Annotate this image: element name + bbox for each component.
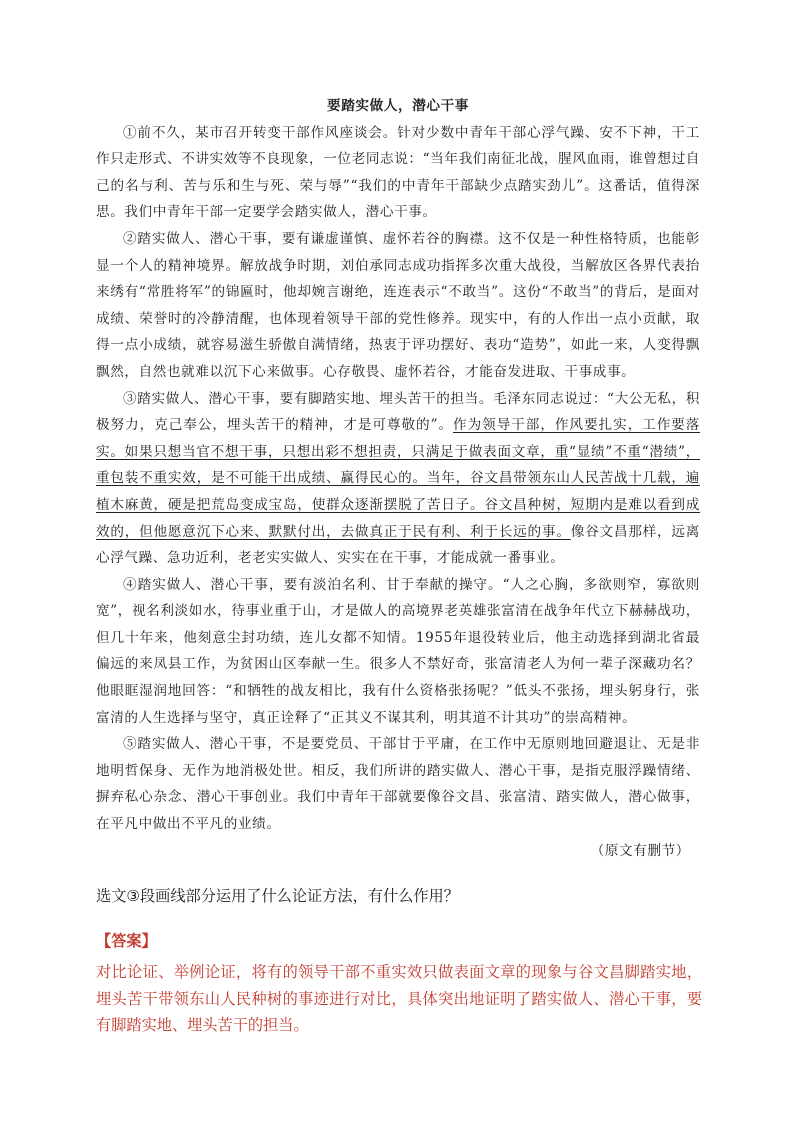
paragraph-5: ⑤踏实做人、潜心干事，不是要党员、干部甘于平庸，在工作中无原则地回避退让、无是非地明哲保身、无作为地消极处世。相反，我们所讲的踏实做人、潜心干事，是指克服浮躁情绪、摒弃私心杂念、潜心干事创业。我们中青年干部就要像谷文昌、张富清、踏实做人，潜心做事，在平凡中做出不平凡的业绩。 — [96, 736, 700, 833]
paragraph-3-rest: 像谷文昌那样，远离心浮气躁、急功近利，老老实实做人、实实在在干事，才能成就一番事业。 — [96, 523, 700, 567]
article — [96, 93, 700, 864]
paragraph-1: ①前不久，某市召开转变干部作风座谈会。针对少数中青年干部心浮气躁、安不下神，干工作只走形式、不讲实效等不良现象，一位老同志说：“当年我们南征北战，腥风血雨，谁曾想过自己的名与利、苦与乐和生与死、荣与辱”“我们的中青年干部缺少点踏实劲儿”。这番话，值得深思。我们中青年干部一定要学会踏实做人，潜心干事。 — [96, 124, 700, 221]
question-text: 选文③段画线部分运用了什么论证方法，有什么作用？ — [96, 887, 459, 905]
answer-label: 【答案】 — [96, 932, 157, 950]
paragraph-4: ④踏实做人、潜心干事，要有淡泊名利、甘于奉献的操守。“人之心胸，多欲则窄，寡欲则宽”，视名利淡如水，待事业重于山，才是做人的高境界老英雄张富清在战争年代立下赫赫战功，但几十年来，他刻意尘封功绩，连儿女都不知情。1955年退役转业后，他主动选择到湖北省最偏远的来凤县工作，为贫困山区奉献一生。很多人不禁好奇，张富清老人为何一辈子深藏功名？他眼眶湿润地回答：“和牺牲的战友相比，我有什么资格张扬呢？”低头不张扬，埋头躬身行，张富清的人生选择与坚守，真正诠释了“正其义不谋其利，明其道不计其功”的崇高精神。 — [96, 576, 700, 726]
paragraph-3-underlined: 作为领导干部，作风要扎实，工作要落实。如果只想当官不想干事，只想出彩不想担责，只满足于做表面文章，重“显绩”不重“潜绩”，重包装不重实效，是不可能干出成绩、赢得民心的。当年，谷文昌带领东山人民苦战十几载，遍植木麻黄，硬是把荒岛变成宝岛，使群众逐渐摆脱了苦日子。谷文昌种树，短期内是难以看到成效的，但他愿意沉下心来、默默付出，去做真正于民有利、利于长远的事。 — [96, 417, 700, 540]
paragraph-2: ②踏实做人、潜心干事，要有谦虚谨慎、虚怀若谷的胸襟。这不仅是一种性格特质，也能彰显一个人的精神境界。解放战争时期，刘伯承同志成功指挥多次重大战役，当解放区各界代表抬来绣有“常胜将军”的锦匾时，他却婉言谢绝，连连表示“不敢当”。这份“不敢当”的背后，是面对成绩、荣誉时的冷静清醒，也体现着领导干部的党性修养。现实中，有的人作出一点小贡献，取得一点小成绩，就容易滋生骄傲自满情绪，热衷于评功摆好、表功“造势”，如此一来，人变得飘飘然，自然也就难以沉下心来做事。心存敬畏、虚怀若谷，才能奋发进取、干事成事。 — [96, 230, 700, 380]
article-title: 要踏实做人，潜心干事 — [327, 98, 469, 114]
paragraph-3 — [96, 386, 700, 572]
answer-text: 对比论证、举例论证，将有的领导干部不重实效只做表面文章的现象与谷文昌脚踏实地，埋头苦干带领东山人民种树的事迹进行对比，具体突出地证明了踏实做人、潜心干事，要有脚踏实地、埋头苦干的担当。 — [96, 963, 702, 1034]
paragraph-3-intro: ③踏实做人、潜心干事，要有脚踏实地、埋头苦干的担当。毛泽东同志说过：“大公无私，积极努力，克己奉公，埋头苦干的精神，才是可尊敬的”。 — [96, 390, 700, 434]
source-note: （原文有删节） — [590, 842, 690, 859]
